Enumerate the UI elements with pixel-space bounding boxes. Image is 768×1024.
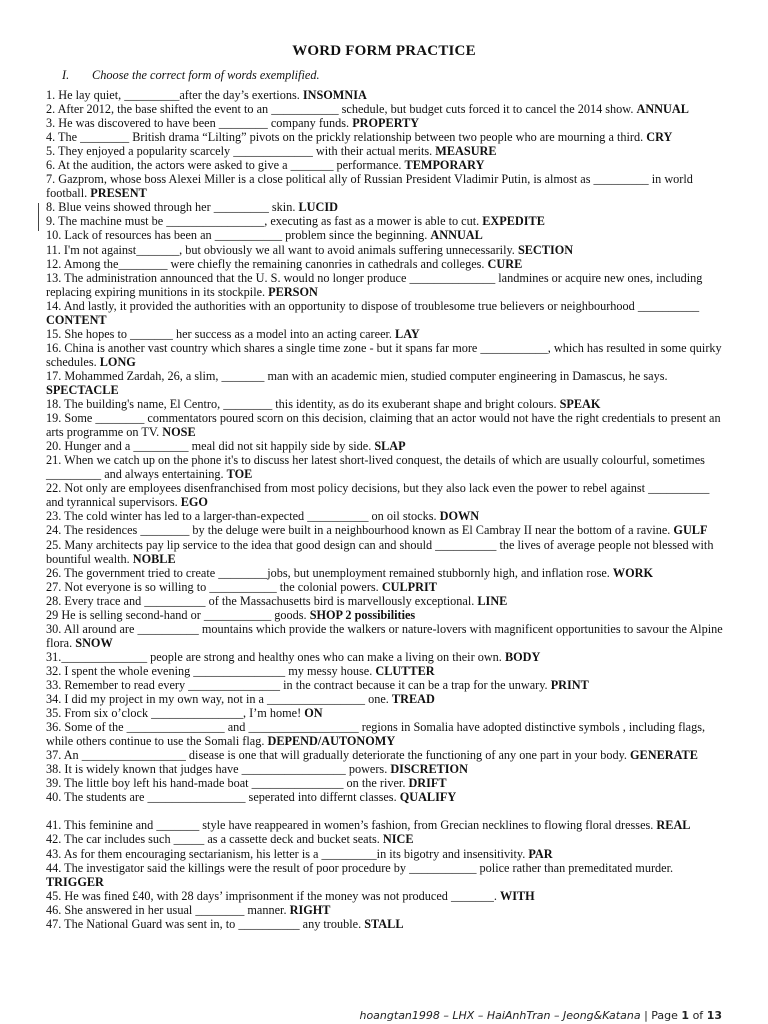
question-text: 10. Lack of resources has been an ___________ problem since the beginning. xyxy=(46,228,428,243)
question-text: 35. From six o’clock _______________, I’m home! xyxy=(46,706,302,721)
question-text: 24. The residences ________ by the deluge were built in a neighbourhood known as El Cambray II near the bottom of a ravine. xyxy=(46,523,671,538)
question-keyword: ANNUAL xyxy=(430,228,483,243)
question-keyword: LINE xyxy=(477,593,508,608)
question-text: 3. He was discovered to have been ________ company funds. xyxy=(46,116,350,131)
question-text: 2. After 2012, the base shifted the event to an ___________ schedule, but budget cuts forced it to cancel the 2014 show. xyxy=(46,102,634,117)
question-item xyxy=(46,172,726,200)
question-text: 47. The National Guard was sent in, to __________ any trouble. xyxy=(46,916,362,931)
question-text: 17. Mohammed Zardah, 26, a slim, _______ man with an academic mien, studied computer engineering in Damascus, he says. xyxy=(46,368,668,383)
question-item xyxy=(46,889,726,903)
question-keyword: DOWN xyxy=(439,509,480,524)
question-keyword: PERSON xyxy=(268,284,318,299)
question-keyword: RIGHT xyxy=(289,902,331,917)
question-text: 19. Some ________ commentators poured scorn on this decision, claiming that an actor would not have the right credentials to present an arts programme on TV. xyxy=(46,411,721,440)
question-item xyxy=(46,538,726,566)
question-item xyxy=(46,102,726,116)
question-text: 31.______________ people are strong and healthy ones who can make a living on their own. xyxy=(46,649,502,664)
question-item xyxy=(46,116,726,130)
question-keyword: SPECTACLE xyxy=(46,382,119,397)
question-item xyxy=(46,200,726,214)
question-keyword: SNOW xyxy=(75,635,113,650)
question-keyword: LONG xyxy=(99,354,136,369)
question-text: 43. As for them encouraging sectarianism, his letter is a _________in its bigotry and insensitivity. xyxy=(46,846,526,861)
question-text: 40. The students are ________________ seperated into differnt classes. xyxy=(46,790,397,805)
question-keyword: CURE xyxy=(487,256,523,271)
question-keyword: DISCRETION xyxy=(390,762,468,777)
question-keyword: NOSE xyxy=(162,425,196,440)
question-keyword: GENERATE xyxy=(630,748,698,763)
question-item xyxy=(46,243,726,257)
footer-separator: | xyxy=(644,1009,648,1022)
question-keyword: CRY xyxy=(646,130,673,145)
question-item xyxy=(46,88,726,102)
section-number: I. xyxy=(62,68,70,82)
question-item xyxy=(46,748,726,762)
question-item xyxy=(46,678,726,692)
question-text: 7. Gazprom, whose boss Alexei Miller is a close political ally of Russian President Vladimir Putin, is almost as _________ in world football. xyxy=(46,172,693,201)
question-item xyxy=(46,762,726,776)
question-text: 46. She answered in her usual ________ manner. xyxy=(46,902,287,917)
question-keyword: CLUTTER xyxy=(375,663,435,678)
question-keyword: SHOP 2 possibilities xyxy=(309,607,416,622)
question-item xyxy=(46,847,726,861)
question-text: 6. At the audition, the actors were asked to give a _______ performance. xyxy=(46,158,402,173)
question-item xyxy=(46,341,726,369)
question-text: 16. China is another vast country which shares a single time zone - but it spans far more ___________, which has resulted in some quirky schedules. xyxy=(46,340,722,369)
question-text: 45. He was fined £40, with 28 days’ imprisonment if the money was not produced _______. xyxy=(46,888,497,903)
question-text: 34. I did my project in my own way, not in a ________________ one. xyxy=(46,692,389,707)
question-item xyxy=(46,566,726,580)
question-keyword: LUCID xyxy=(298,200,338,215)
question-item xyxy=(46,861,726,889)
question-text: 25. Many architects pay lip service to the idea that good design can and should __________ the lives of average people not blessed with bountiful wealth. xyxy=(46,537,714,566)
question-keyword: NICE xyxy=(382,832,414,847)
question-item xyxy=(46,481,726,509)
question-keyword: MEASURE xyxy=(435,144,497,159)
question-item xyxy=(46,622,726,650)
question-item xyxy=(46,706,726,720)
footer-credits: hoangtan1998 – LHX – HaiAnhTran – Jeong&Katana xyxy=(359,1009,641,1022)
question-keyword: TRIGGER xyxy=(46,874,104,889)
question-keyword: WORK xyxy=(612,565,654,580)
current-page-number: 1 xyxy=(681,1009,690,1022)
question-item xyxy=(46,271,726,299)
question-item xyxy=(46,144,726,158)
question-text: 9. The machine must be ________________, executing as fast as a mower is able to cut. xyxy=(46,214,480,229)
question-item xyxy=(46,257,726,271)
question-keyword: DRIFT xyxy=(408,776,447,791)
question-keyword: EGO xyxy=(180,495,208,510)
section-instruction xyxy=(62,68,320,83)
question-keyword: PRINT xyxy=(550,677,589,692)
question-text: 28. Every trace and __________ of the Massachusetts bird is marvellously exceptional. xyxy=(46,593,475,608)
question-keyword: SECTION xyxy=(517,242,574,257)
question-keyword: CULPRIT xyxy=(381,579,437,594)
question-text: 42. The car includes such _____ as a cassette deck and bucket seats. xyxy=(46,832,380,847)
question-text: 39. The little boy left his hand-made boat _______________ on the river. xyxy=(46,776,406,791)
question-item xyxy=(46,509,726,523)
question-item xyxy=(46,818,726,832)
question-item xyxy=(46,832,726,846)
question-keyword: REAL xyxy=(656,818,691,833)
question-text: 14. And lastly, it provided the authorities with an opportunity to dispose of troublesome true believers or neighbourhood __________ xyxy=(46,298,700,313)
paragraph-gap xyxy=(46,804,726,818)
question-keyword: CONTENT xyxy=(46,312,107,327)
question-item xyxy=(46,411,726,439)
question-keyword: SPEAK xyxy=(559,397,601,412)
question-text: 27. Not everyone is so willing to ___________ the colonial powers. xyxy=(46,579,379,594)
question-item xyxy=(46,790,726,804)
question-item xyxy=(46,158,726,172)
question-text: 21. When we catch up on the phone it's to discuss her latest short-lived conquest, the details of which are usually colourful, sometimes _________ and always entertaining. xyxy=(46,453,705,482)
question-text: 30. All around are __________ mountains which provide the walkers or nature-lovers with magnificent opportunities to savour the Alpine flora. xyxy=(46,621,723,650)
question-text: 44. The investigator said the killings were the result of poor procedure by ___________ police rather than premeditated murder. xyxy=(46,860,674,875)
question-text: 22. Not only are employees disenfranchised from most policy decisions, but they also lack even the power to rebel against __________ and tyrannical supervisors. xyxy=(46,481,710,510)
footer-page-word: Page xyxy=(651,1009,678,1022)
question-text: 4. The ________ British drama “Lilting” pivots on the prickly relationship between two people who are mourning a third. xyxy=(46,130,644,145)
question-item xyxy=(46,327,726,341)
question-item xyxy=(46,453,726,481)
question-keyword: WITH xyxy=(499,888,535,903)
question-keyword: TOE xyxy=(226,467,253,482)
question-text: 15. She hopes to _______ her success as a model into an acting career. xyxy=(46,326,392,341)
question-text: 36. Some of the ________________ and __________________ regions in Somalia have adopted distinctive symbols , including flags, while others continue to use the Somali flag. xyxy=(46,720,706,749)
question-text: 41. This feminine and _______ style have reappeared in women’s fashion, from Grecian necklines to flowing floral dresses. xyxy=(46,818,654,833)
question-list xyxy=(46,88,726,931)
instruction-text: Choose the correct form of words exemplified. xyxy=(92,68,320,82)
question-item xyxy=(46,608,726,622)
question-item xyxy=(46,439,726,453)
question-keyword: ON xyxy=(304,706,323,721)
question-keyword: STALL xyxy=(364,916,404,931)
question-item xyxy=(46,594,726,608)
question-item xyxy=(46,299,726,327)
question-text: 20. Hunger and a _________ meal did not sit happily side by side. xyxy=(46,439,372,454)
question-text: 37. An _________________ disease is one that will gradually deteriorate the functioning of any one part in your body. xyxy=(46,748,627,763)
question-keyword: BODY xyxy=(504,649,541,664)
question-text: 1. He lay quiet, _________after the day’s exertions. xyxy=(46,88,300,102)
question-text: 18. The building's name, El Centro, ________ this identity, as do its exuberant shape and bright colours. xyxy=(46,397,557,412)
question-keyword: SLAP xyxy=(374,439,406,454)
page-title: WORD FORM PRACTICE xyxy=(292,43,476,59)
question-item xyxy=(46,580,726,594)
question-keyword: DEPEND/AUTONOMY xyxy=(267,734,396,749)
question-item xyxy=(46,523,726,537)
question-keyword: TREAD xyxy=(391,692,435,707)
question-item xyxy=(46,214,726,228)
question-keyword: PRESENT xyxy=(90,186,147,201)
question-item xyxy=(46,130,726,144)
footer-of-word: of xyxy=(692,1009,704,1022)
question-item xyxy=(46,369,726,397)
question-keyword: GULF xyxy=(673,523,708,538)
question-item xyxy=(46,903,726,917)
question-item xyxy=(46,650,726,664)
question-text: 8. Blue veins showed through her _________ skin. xyxy=(46,200,296,215)
question-keyword: PAR xyxy=(528,846,553,861)
question-keyword: PROPERTY xyxy=(352,116,420,131)
question-text: 11. I'm not against_______, but obviously we all want to avoid animals suffering unnecessarily. xyxy=(46,242,515,257)
question-text: 26. The government tried to create ________jobs, but unemployment remained stubbornly high, and inflation rose. xyxy=(46,565,610,580)
question-keyword: QUALIFY xyxy=(399,790,457,805)
page-footer xyxy=(359,1009,722,1022)
question-item xyxy=(46,664,726,678)
question-item xyxy=(46,397,726,411)
question-text: 12. Among the________ were chiefly the remaining canonries in cathedrals and colleges. xyxy=(46,256,485,271)
total-page-count: 13 xyxy=(706,1009,722,1022)
question-text: 5. They enjoyed a popularity scarcely _____________ with their actual merits. xyxy=(46,144,433,159)
question-item xyxy=(46,720,726,748)
question-text: 33. Remember to read every _______________ in the contract because it can be a trap for the unwary. xyxy=(46,677,548,692)
question-text: 13. The administration announced that the U. S. would no longer produce ______________ landmines or acquire new ones, including replacing expiring munitions in its stockpile. xyxy=(46,270,703,299)
question-text: 32. I spent the whole evening _______________ my messy house. xyxy=(46,663,373,678)
question-text: 23. The cold winter has led to a larger-than-expected __________ on oil stocks. xyxy=(46,509,437,524)
margin-change-bar xyxy=(38,203,39,231)
question-keyword: NOBLE xyxy=(132,551,176,566)
question-keyword: EXPEDITE xyxy=(482,214,545,229)
question-keyword: INSOMNIA xyxy=(302,88,367,102)
question-item xyxy=(46,917,726,931)
question-item xyxy=(46,228,726,242)
question-keyword: ANNUAL xyxy=(636,102,689,117)
question-item xyxy=(46,692,726,706)
question-text: 38. It is widely known that judges have _________________ powers. xyxy=(46,762,388,777)
question-keyword: LAY xyxy=(395,326,420,341)
question-item xyxy=(46,776,726,790)
question-text: 29 He is selling second-hand or ___________ goods. xyxy=(46,607,307,622)
question-keyword: TEMPORARY xyxy=(404,158,485,173)
